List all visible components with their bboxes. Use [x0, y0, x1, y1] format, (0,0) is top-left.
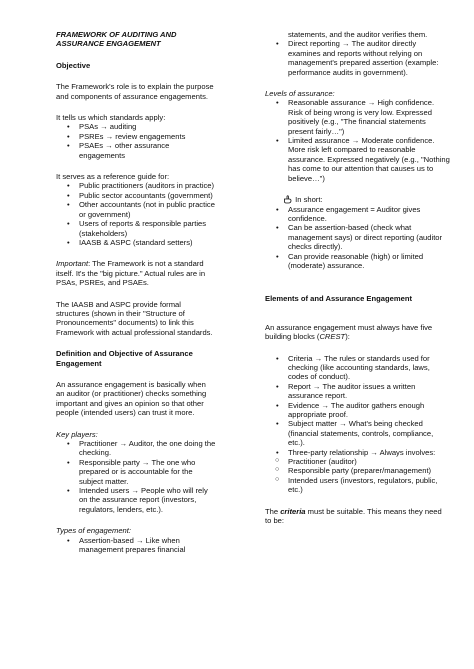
parties-list — [265, 457, 450, 495]
list-item: • Other accountants (not in public practice or government) — [56, 200, 216, 219]
list-item: • Responsible party → The one who prepared or is accountable for the subject matter. — [56, 458, 216, 486]
list-item: • IAASB & ASPC (standard setters) — [56, 238, 216, 247]
list-item: • Three-party relationship → Always involves: — [265, 448, 450, 457]
list-item: • Can provide reasonable (high) or limited (moderate) assurance. — [265, 252, 450, 271]
standards-list — [56, 122, 216, 160]
tells-text: It tells us which standards apply: — [56, 113, 166, 123]
list-item: • Public sector accountants (government) — [56, 191, 216, 200]
list-item: • Public practitioners (auditors in practice) — [56, 181, 216, 190]
types-list — [56, 536, 216, 555]
definition-text: An assurance engagement is basically when an auditor (or practitioner) checks something important and gives an opinion so that other people (intended users) can trust it more. — [56, 379, 207, 418]
iaasb-text: The IAASB and ASPC provide formal structures (shown in their "Structure of Pronouncements" documents) to link this Framework with actual professional standards. — [56, 299, 213, 337]
list-item: • Users of reports & responsible parties (stakeholders) — [56, 219, 216, 238]
in-short-line: In short: — [265, 195, 450, 204]
criteria-text: The criteria must be suitable. This means they need to be: — [265, 506, 442, 526]
right-column — [265, 30, 450, 525]
crest-list — [265, 354, 450, 457]
types-list-continued — [265, 39, 450, 77]
definition-heading: Definition and Objective of Assurance Engagement — [56, 349, 193, 368]
types-continued: statements, and the auditor verifies them. — [288, 30, 428, 39]
list-item: • Limited assurance → Moderate confidence. More risk left compared to reasonable assurance. Expressed negatively (e.g., "Nothing has come to our attention that causes us to believe…") — [265, 136, 450, 183]
list-item: • PSREs → review engagements — [56, 132, 216, 141]
guide-list — [56, 181, 216, 247]
in-short-list — [265, 205, 450, 271]
elements-text: An assurance engagement must always have five building blocks (CREST): — [265, 322, 433, 342]
left-column — [56, 30, 216, 554]
list-item: ○ Practitioner (auditor) — [265, 457, 450, 466]
document-title: FRAMEWORK OF AUDITING AND ASSURANCE ENGAGEMENT — [56, 30, 177, 49]
serves-text: It serves as a reference guide for: — [56, 172, 170, 182]
list-item: • Direct reporting → The auditor directly examines and reports without relying on management's prepared assertion (example: performance audits in government). — [265, 39, 450, 77]
objective-heading: Objective — [56, 60, 91, 70]
list-item: • Report → The auditor issues a written assurance report. — [265, 382, 450, 401]
key-players-list — [56, 439, 216, 514]
types-label: Types of engagement: — [56, 526, 131, 536]
levels-list — [265, 98, 450, 183]
pointing-hand-icon — [283, 195, 293, 204]
list-item: • Criteria → The rules or standards used for checking (like accounting standards, laws, codes of conduct). — [265, 354, 450, 382]
elements-heading: Elements of and Assurance Engagement — [265, 294, 412, 304]
list-item: • Practitioner → Auditor, the one doing the checking. — [56, 439, 216, 458]
important-note: Important: The Framework is not a standard itself. It's the "big picture." Actual rules are in PSAs, PSREs, and PSAEs. — [56, 259, 206, 288]
list-item: • Intended users → People who will rely on the assurance report (investors, regulators, lenders, etc.). — [56, 486, 216, 514]
list-item: ○ Intended users (investors, regulators, public, etc.) — [265, 476, 450, 495]
list-item: • Assurance engagement = Auditor gives confidence. — [265, 205, 450, 224]
list-item: • Assertion-based → Like when management prepares financial — [56, 536, 216, 555]
list-item: • Can be assertion-based (check what management says) or direct reporting (auditor checks directly). — [265, 223, 450, 251]
levels-label: Levels of assurance: — [265, 89, 335, 99]
list-item: • Evidence → The auditor gathers enough appropriate proof. — [265, 401, 450, 420]
list-item: • PSAEs → other assurance engagements — [56, 141, 216, 160]
list-item: • Reasonable assurance → High confidence. Risk of being wrong is very low. Expressed positively (e.g., "The financial statements present fairly…") — [265, 98, 450, 136]
list-item: • Subject matter → What's being checked (financial statements, controls, compliance, etc.). — [265, 419, 450, 447]
objective-text: The Framework's role is to explain the purpose and components of assurance engagements. — [56, 82, 214, 101]
list-item: • PSAs → auditing — [56, 122, 216, 131]
list-item: ○ Responsible party (preparer/management) — [265, 466, 450, 475]
key-players-label: Key players: — [56, 429, 98, 439]
